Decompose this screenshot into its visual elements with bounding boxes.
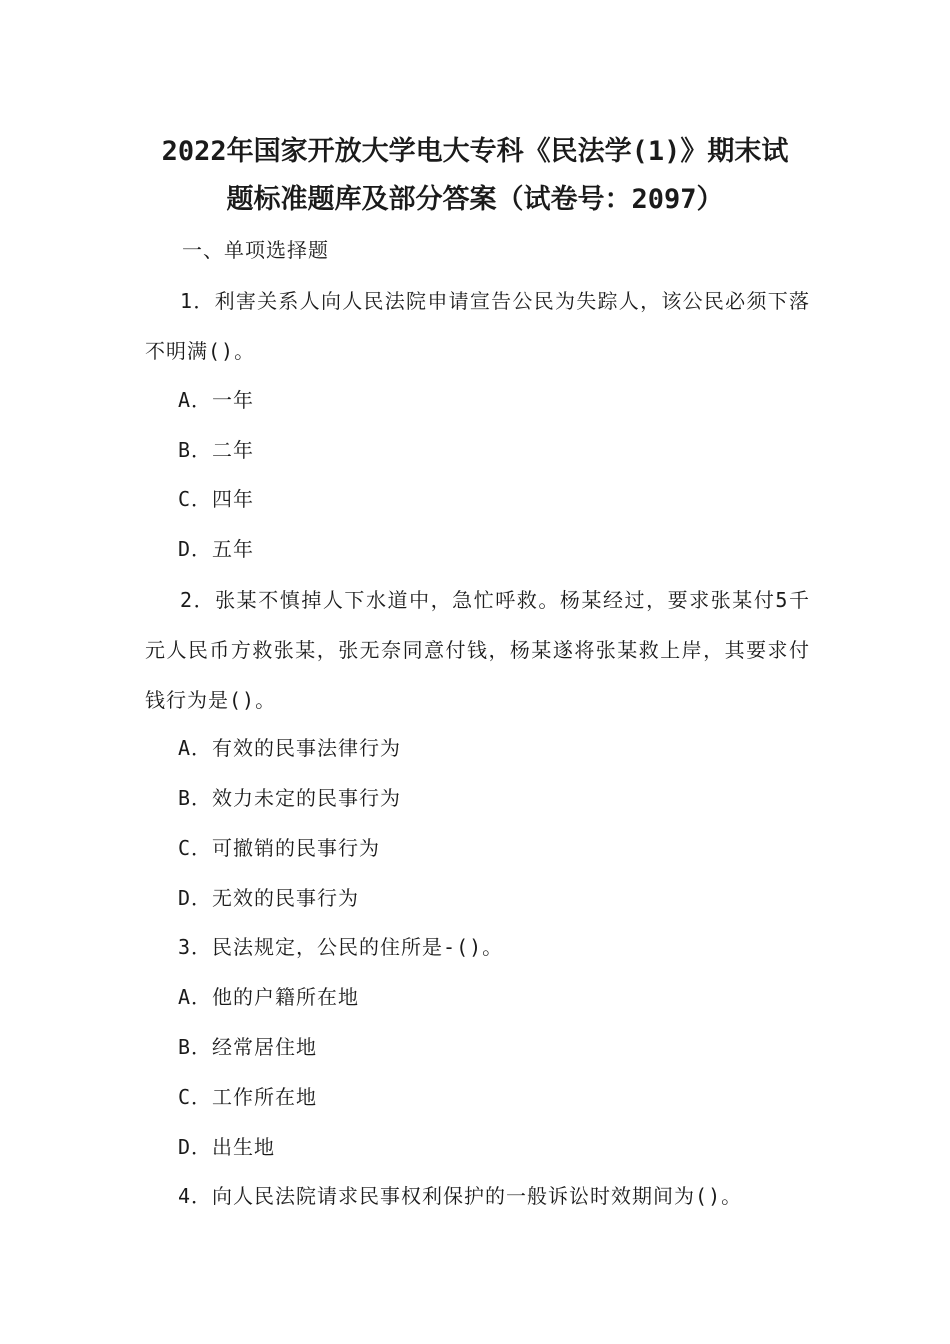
section-heading: 一、单项选择题 [182,238,329,262]
document-title-line-1: 2022年国家开放大学电大专科《民法学(1)》期末试 [161,136,789,167]
question-2-stem: 2．张某不慎掉人下水道中，急忙呼救。杨某经过，要求张某付5千元人民币方救张某，张无奈同意付钱，杨某遂将张某救上岸，其要求付钱行为是()。 [145,588,810,712]
question-1-option-a: A．一年 [178,388,255,412]
question-1-stem: 1．利害关系人向人民法院申请宣告公民为失踪人，该公民必须下落不明满()。 [145,289,810,363]
question-3-option-d: D．出生地 [178,1135,276,1159]
question-4-stem: 4．向人民法院请求民事权利保护的一般诉讼时效期间为()。 [178,1184,743,1208]
question-3-option-a: A．他的户籍所在地 [178,985,360,1009]
question-2-option-c: C．可撤销的民事行为 [178,836,381,860]
question-1-option-b: B．二年 [178,438,255,462]
question-2-option-b: B．效力未定的民事行为 [178,786,402,810]
question-2-option-a: A．有效的民事法律行为 [178,736,402,760]
question-2-option-d: D．无效的民事行为 [178,886,360,910]
question-1-option-c: C．四年 [178,487,255,511]
question-3-stem: 3．民法规定，公民的住所是-()。 [178,935,504,959]
question-3-option-c: C．工作所在地 [178,1085,318,1109]
question-3-option-b: B．经常居住地 [178,1035,318,1059]
question-1-option-d: D．五年 [178,537,255,561]
document-title-line-2: 题标准题库及部分答案（试卷号：2097） [226,184,724,215]
